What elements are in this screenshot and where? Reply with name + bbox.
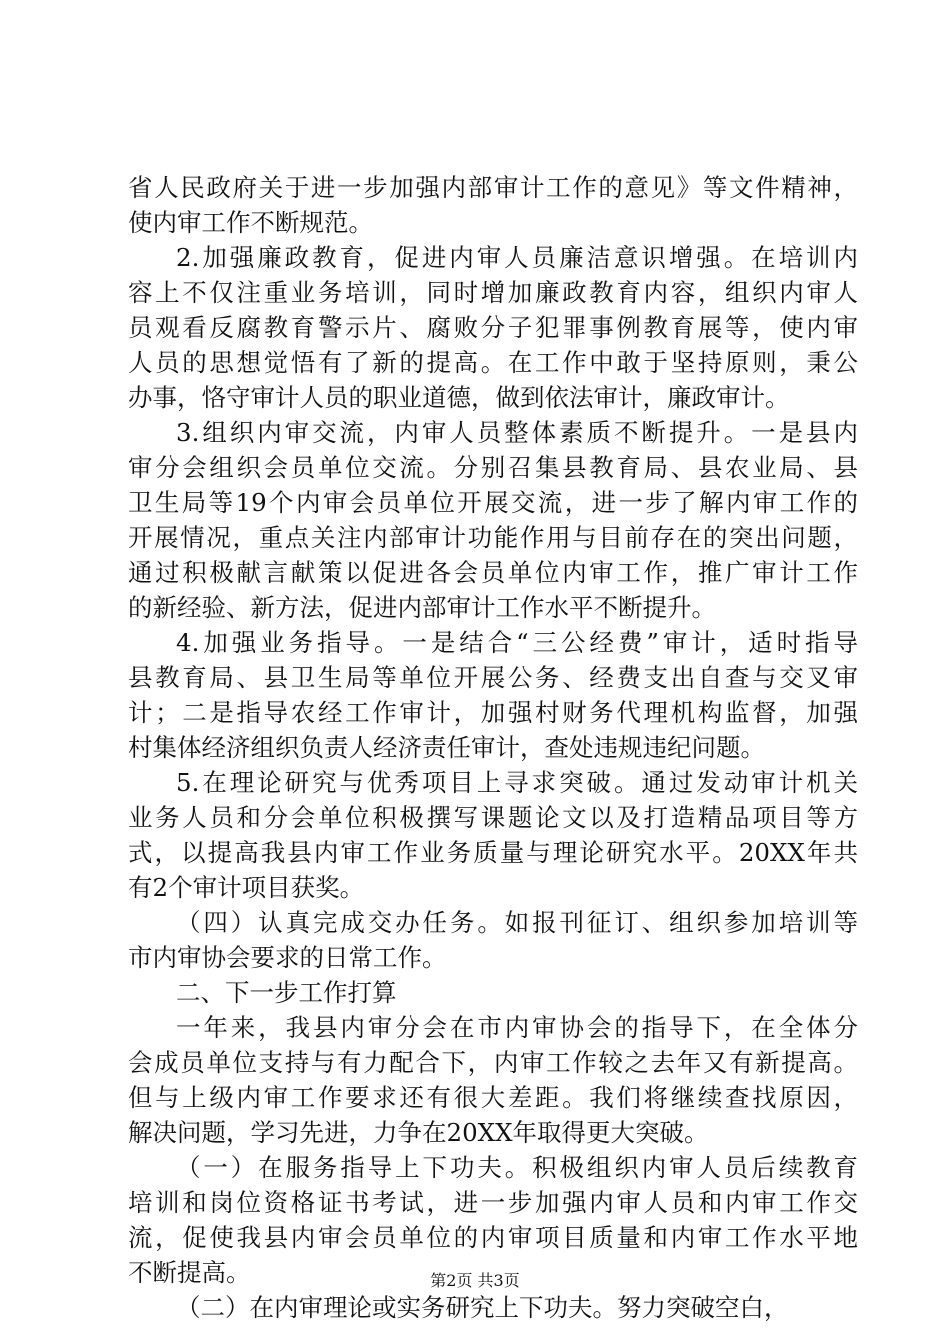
text-line: 卫生局等19个内审会员单位开展交流，进一步了解内审工作的	[128, 488, 858, 517]
text-line: 市内审协会要求的日常工作。	[128, 943, 447, 972]
text-line: 4.加强业务指导。一是结合“三公经费”审计，适时指导	[176, 628, 858, 657]
text-line: 开展情况，重点关注内部审计功能作用与目前存在的突出问题，	[128, 523, 858, 552]
page-footer: 第2页 共3页	[430, 1271, 520, 1290]
text-line: 审分会组织会员单位交流。分别召集县教育局、县农业局、县	[128, 453, 858, 482]
text-line: 使内审工作不断规范。	[128, 208, 373, 237]
text-line: 业务人员和分会单位积极撰写课题论文以及打造精品项目等方	[128, 803, 858, 832]
text-line: 培训和岗位资格证书考试，进一步加强内审人员和内审工作交	[128, 1188, 858, 1217]
text-line: （二）在内审理论或实务研究上下功夫。努力突破空白，	[176, 1293, 789, 1322]
text-line: 式，以提高我县内审工作业务质量与理论研究水平。20XX年共	[128, 838, 858, 867]
text-line: 不断提高。	[128, 1258, 251, 1287]
text-line: 流，促使我县内审会员单位的内审项目质量和内审工作水平地	[128, 1223, 858, 1252]
text-line: （一）在服务指导上下功夫。积极组织内审人员后续教育	[176, 1153, 858, 1182]
text-line: 的新经验、新方法，促进内部审计工作水平不断提升。	[128, 593, 716, 622]
text-line: 5.在理论研究与优秀项目上寻求突破。通过发动审计机关	[176, 768, 858, 797]
text-line: 人员的思想觉悟有了新的提高。在工作中敢于坚持原则，秉公	[128, 348, 858, 377]
text-line: 解决问题，学习先进，力争在20XX年取得更大突破。	[128, 1118, 709, 1147]
text-line: 县教育局、县卫生局等单位开展公务、经费支出自查与交叉审	[128, 663, 858, 692]
document-body	[128, 170, 858, 1325]
text-line: 但与上级内审工作要求还有很大差距。我们将继续查找原因，	[128, 1083, 858, 1112]
text-line: 计；二是指导农经工作审计，加强村财务代理机构监督，加强	[128, 698, 858, 727]
text-line: 会成员单位支持与有力配合下，内审工作较之去年又有新提高。	[128, 1048, 858, 1077]
text-line: （四）认真完成交办任务。如报刊征订、组织参加培训等	[176, 908, 858, 937]
text-line: 员观看反腐教育警示片、腐败分子犯罪事例教育展等，使内审	[128, 313, 858, 342]
text-line: 容上不仅注重业务培训，同时增加廉政教育内容，组织内审人	[128, 278, 858, 307]
text-line: 办事，恪守审计人员的职业道德，做到依法审计，廉政审计。	[128, 383, 790, 412]
text-line: 3.组织内审交流，内审人员整体素质不断提升。一是县内	[176, 418, 858, 447]
text-line: 2.加强廉政教育，促进内审人员廉洁意识增强。在培训内	[176, 243, 858, 272]
text-line: 通过积极献言献策以促进各会员单位内审工作，推广审计工作	[128, 558, 858, 587]
text-line: 二、下一步工作打算	[176, 978, 397, 1007]
text-line: 一年来，我县内审分会在市内审协会的指导下，在全体分	[176, 1013, 858, 1042]
text-line: 省人民政府关于进一步加强内部审计工作的意见》等文件精神，	[128, 173, 858, 202]
text-line: 村集体经济组织负责人经济责任审计，查处违规违纪问题。	[128, 733, 765, 762]
text-line: 有2个审计项目获奖。	[128, 873, 365, 902]
